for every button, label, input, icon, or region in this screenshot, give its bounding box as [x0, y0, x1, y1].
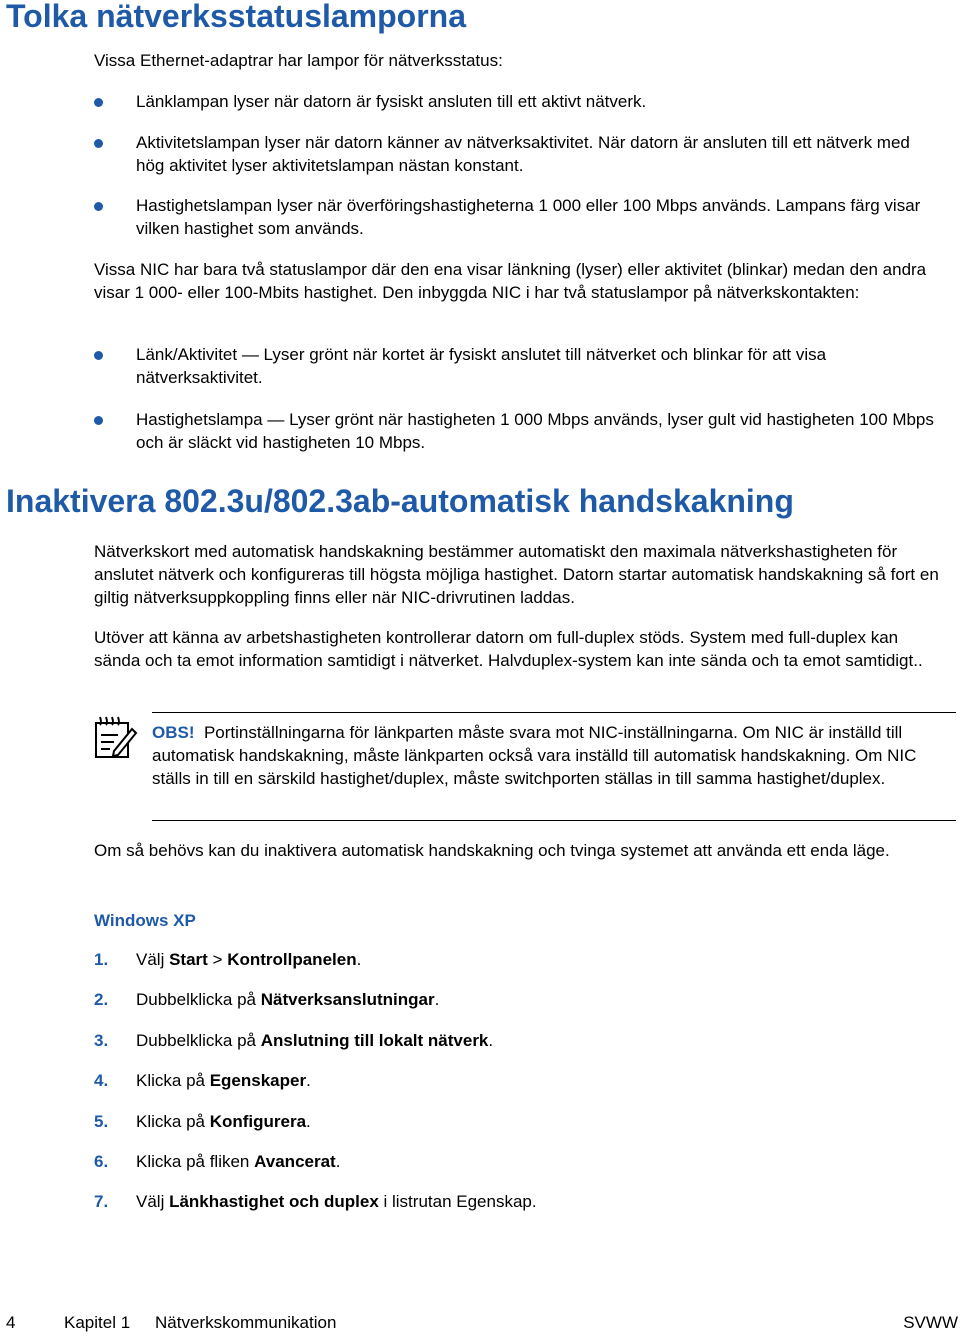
step-text: Dubbelklicka på Nätverksanslutningar.: [136, 990, 440, 1009]
intro-paragraph: Vissa Ethernet-adaptrar har lampor för nätverksstatus:: [94, 51, 503, 70]
bullet-item: Aktivitetslampan lyser när datorn känner av nätverksaktivitet. När datorn är ansluten till ett nätverk med hög aktivitet lyser aktivitetslampan nästan konstant.: [136, 133, 910, 175]
bullet-dot: [94, 98, 103, 107]
step-number: 4.: [94, 1071, 109, 1090]
footer-chapter-title: Nätverkskommunikation: [155, 1313, 337, 1332]
bullet-item: Länk/Aktivitet — Lyser grönt när kortet är fysiskt anslutet till nätverket och blinkar för att visa nätverksaktivitet.: [136, 345, 827, 387]
note-bottom-rule: [152, 820, 956, 821]
note-block: [152, 721, 942, 790]
step-text: Klicka på Konfigurera.: [136, 1112, 311, 1131]
footer-right: SVWW: [903, 1313, 958, 1332]
step-number: 1.: [94, 950, 109, 969]
bullet-dot: [94, 351, 103, 360]
subheading: Windows XP: [94, 911, 196, 930]
step-text: Dubbelklicka på Anslutning till lokalt nätverk.: [136, 1031, 494, 1050]
step-number: 2.: [94, 990, 109, 1009]
bullet-dot: [94, 202, 103, 211]
footer-chapter: Kapitel 1: [64, 1313, 131, 1332]
bullet-item: Hastighetslampa — Lyser grönt när hastigheten 1 000 Mbps används, lyser gult vid hastigheten 100 Mbps och är släckt vid hastigheten 10 Mbps.: [136, 410, 934, 452]
bullet-dot: [94, 416, 103, 425]
step-number: 3.: [94, 1031, 109, 1050]
page-title: Tolka nätverksstatuslamporna: [6, 0, 467, 34]
step-number: 7.: [94, 1192, 109, 1211]
step-text: Välj Länkhastighet och duplex i listrutan Egenskap.: [136, 1192, 537, 1211]
step-text: Välj Start > Kontrollpanelen.: [136, 950, 362, 969]
paragraph: Nätverkskort med automatisk handskakning bestämmer automatiskt den maximala nätverkshastigheten för anslutet nätverk och konfigureras till högsta möjliga hastighet. Datorn startar automatisk handskakning så fort en giltig nätverksuppkoppling finns eller när NIC-drivrutinen laddas.: [94, 542, 939, 607]
page-number: 4: [6, 1313, 16, 1332]
bullet-item: Länklampan lyser när datorn är fysiskt ansluten till ett aktivt nätverk.: [136, 92, 647, 111]
section-title: Inaktivera 802.3u/802.3ab-automatisk handskakning: [6, 483, 794, 519]
step-number: 5.: [94, 1112, 109, 1131]
bullet-dot: [94, 139, 103, 148]
paragraph: Om så behövs kan du inaktivera automatisk handskakning och tvinga systemet att använda ett enda läge.: [94, 841, 890, 860]
paragraph: Utöver att känna av arbetshastigheten kontrollerar datorn om full-duplex stöds. System med full-duplex kan sända och ta emot information samtidigt i nätverket. Halvduplex-system kan inte sända och ta emot samtidigt..: [94, 628, 923, 670]
step-text: Klicka på Egenskaper.: [136, 1071, 311, 1090]
note-pencil-icon: [92, 715, 138, 761]
note-label: OBS!: [152, 723, 195, 742]
step-number: 6.: [94, 1152, 109, 1171]
bullet-item: Hastighetslampan lyser när överföringshastigheterna 1 000 eller 100 Mbps används. Lampans färg visar vilken hastighet som används.: [136, 196, 921, 238]
step-text: Klicka på fliken Avancerat.: [136, 1152, 341, 1171]
paragraph: Vissa NIC har bara två statuslampor där den ena visar länkning (lyser) eller aktivitet (blinkar) medan den andra visar 1 000- eller 100-Mbits hastighet. Den inbyggda NIC i har två statuslampor på nätverkskontakten:: [94, 260, 927, 302]
note-text: Portinställningarna för länkparten måste svara mot NIC-inställningarna. Om NIC är inställd till automatisk handskakning, måste länkparten också vara inställd till automatisk handskakning. Om NIC ställs in till en särskild hastighet/duplex, måste switchporten ställas in till samma hastighet/duplex.: [152, 723, 917, 788]
note-top-rule: [152, 712, 956, 713]
